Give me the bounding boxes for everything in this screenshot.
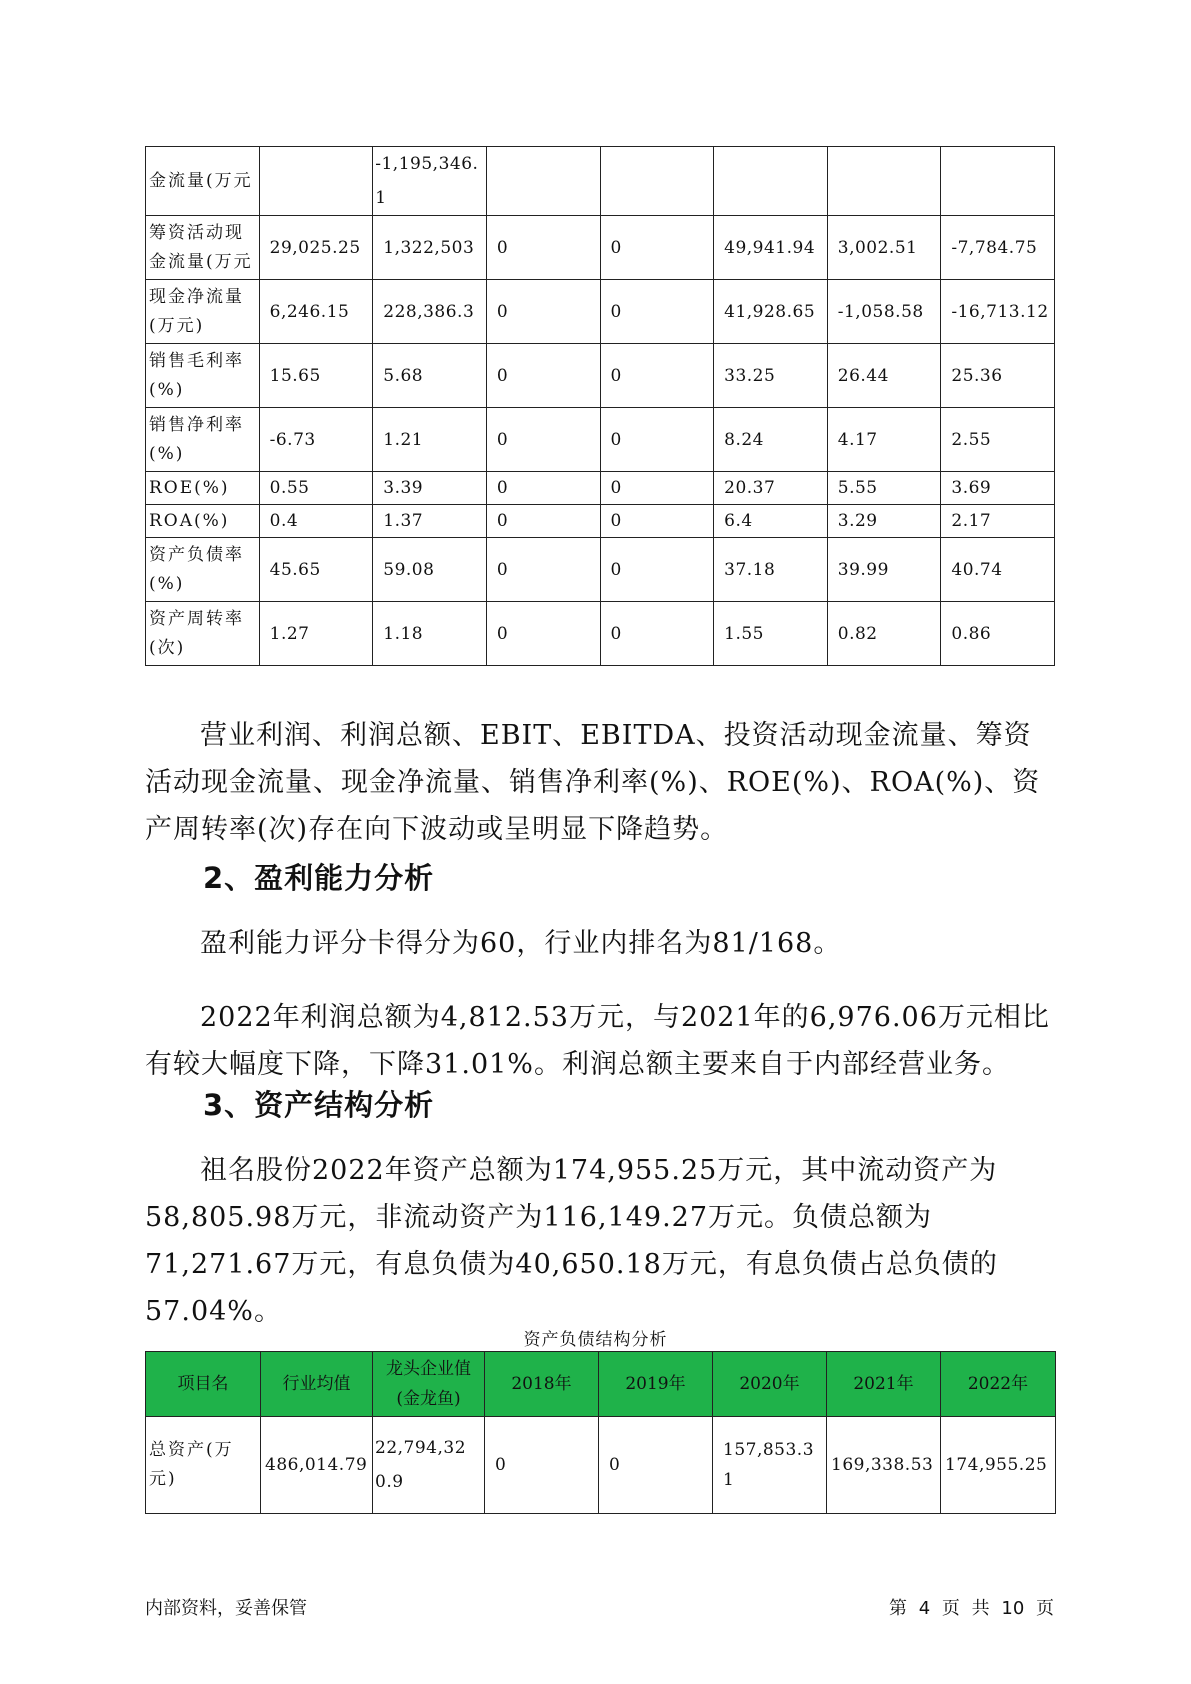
table-row bbox=[146, 1417, 1056, 1514]
row-label: 资产负债率(%) bbox=[146, 538, 260, 602]
profitability-heading: 2、盈利能力分析 bbox=[203, 861, 435, 895]
cell: 0 bbox=[600, 408, 714, 472]
cell: 8.24 bbox=[714, 408, 828, 472]
cell: 1.27 bbox=[259, 602, 373, 666]
trend-summary-paragraph: 营业利润、利润总额、EBIT、EBITDA、投资活动现金流量、筹资活动现金流量、现金净流量、销售净利率(%)、ROE(%)、ROA(%)、资产周转率(次)存在向下波动或呈明显下降趋势。 bbox=[145, 720, 1041, 845]
profitability-score-paragraph: 盈利能力评分卡得分为60，行业内排名为81/168。 bbox=[200, 928, 842, 959]
table-row bbox=[146, 505, 1055, 538]
cell: 3,002.51 bbox=[827, 216, 941, 280]
cell: 228,386.3 bbox=[373, 280, 487, 344]
cell: 4.17 bbox=[827, 408, 941, 472]
cell: 0 bbox=[599, 1417, 713, 1514]
row-label: 筹资活动现金流量(万元 bbox=[146, 216, 260, 280]
row-label: 资产周转率(次) bbox=[146, 602, 260, 666]
cell: 0 bbox=[486, 216, 600, 280]
table-row bbox=[146, 147, 1055, 216]
cell: 0 bbox=[600, 538, 714, 602]
table-row bbox=[146, 602, 1055, 666]
row-label: 销售毛利率(%) bbox=[146, 344, 260, 408]
cell: 1,322,503 bbox=[373, 216, 487, 280]
financial-indicators-table bbox=[145, 146, 1055, 666]
balance-structure-table bbox=[145, 1351, 1056, 1514]
cell: 0 bbox=[600, 602, 714, 666]
cell: -16,713.12 bbox=[941, 280, 1055, 344]
cell: 2.55 bbox=[941, 408, 1055, 472]
cell: 59.08 bbox=[373, 538, 487, 602]
table-row bbox=[146, 216, 1055, 280]
cell: 0.82 bbox=[827, 602, 941, 666]
cell: 5.55 bbox=[827, 472, 941, 505]
table-caption: 资产负债结构分析 bbox=[523, 1330, 668, 1350]
cell: 6,246.15 bbox=[259, 280, 373, 344]
cell: 25.36 bbox=[941, 344, 1055, 408]
cell: 37.18 bbox=[714, 538, 828, 602]
table-row bbox=[146, 344, 1055, 408]
cell: 22,794,320.9 bbox=[373, 1417, 485, 1514]
table-row bbox=[146, 472, 1055, 505]
cell: -6.73 bbox=[259, 408, 373, 472]
cell bbox=[600, 147, 714, 216]
asset-structure-heading: 3、资产结构分析 bbox=[203, 1088, 435, 1122]
cell: 26.44 bbox=[827, 344, 941, 408]
cell: 0 bbox=[600, 472, 714, 505]
column-header: 行业均值 bbox=[261, 1352, 373, 1417]
cell: 0 bbox=[486, 344, 600, 408]
cell: 29,025.25 bbox=[259, 216, 373, 280]
cell: 157,853.31 bbox=[713, 1417, 827, 1514]
cell: -1,195,346.1 bbox=[373, 147, 487, 216]
column-header: 龙头企业值(金龙鱼) bbox=[373, 1352, 485, 1417]
cell: 15.65 bbox=[259, 344, 373, 408]
cell: -7,784.75 bbox=[941, 216, 1055, 280]
cell: 0 bbox=[486, 602, 600, 666]
cell: 3.39 bbox=[373, 472, 487, 505]
footer-confidential-note: 内部资料，妥善保管 bbox=[145, 1598, 307, 1619]
row-label: 现金净流量(万元) bbox=[146, 280, 260, 344]
cell: 5.68 bbox=[373, 344, 487, 408]
cell: 0 bbox=[485, 1417, 599, 1514]
cell bbox=[827, 147, 941, 216]
cell: 1.37 bbox=[373, 505, 487, 538]
cell: 1.21 bbox=[373, 408, 487, 472]
cell: 0 bbox=[600, 280, 714, 344]
cell: 1.55 bbox=[714, 602, 828, 666]
page-number: 第 4 页 共 10 页 bbox=[889, 1598, 1054, 1619]
column-header: 2020年 bbox=[713, 1352, 827, 1417]
cell bbox=[941, 147, 1055, 216]
table-row bbox=[146, 408, 1055, 472]
column-header: 项目名 bbox=[146, 1352, 261, 1417]
cell: 486,014.79 bbox=[261, 1417, 373, 1514]
cell: 2.17 bbox=[941, 505, 1055, 538]
cell: 0 bbox=[486, 538, 600, 602]
table-header-row bbox=[146, 1352, 1056, 1417]
column-header: 2021年 bbox=[827, 1352, 941, 1417]
cell: 0 bbox=[486, 408, 600, 472]
cell: 39.99 bbox=[827, 538, 941, 602]
cell: 174,955.25 bbox=[941, 1417, 1056, 1514]
column-header: 2018年 bbox=[485, 1352, 599, 1417]
cell: 40.74 bbox=[941, 538, 1055, 602]
cell: 0.86 bbox=[941, 602, 1055, 666]
cell bbox=[486, 147, 600, 216]
cell: 0 bbox=[600, 216, 714, 280]
cell: 33.25 bbox=[714, 344, 828, 408]
cell: 169,338.53 bbox=[827, 1417, 941, 1514]
cell: 0 bbox=[600, 344, 714, 408]
cell: -1,058.58 bbox=[827, 280, 941, 344]
row-label: ROE(%) bbox=[146, 472, 260, 505]
row-label: 销售净利率(%) bbox=[146, 408, 260, 472]
table-row bbox=[146, 538, 1055, 602]
row-label: 总资产(万元) bbox=[146, 1417, 261, 1514]
cell: 1.18 bbox=[373, 602, 487, 666]
cell: 6.4 bbox=[714, 505, 828, 538]
column-header: 2019年 bbox=[599, 1352, 713, 1417]
cell: 3.29 bbox=[827, 505, 941, 538]
cell: 0.55 bbox=[259, 472, 373, 505]
cell: 0 bbox=[486, 472, 600, 505]
cell: 0.4 bbox=[259, 505, 373, 538]
row-label: 金流量(万元 bbox=[146, 147, 260, 216]
asset-structure-paragraph: 祖名股份2022年资产总额为174,955.25万元，其中流动资产为58,805.98万元，非流动资产为116,149.27万元。负债总额为71,271.67万元，有息负债为40,650.18万元，有息负债占总负债的57.04%。 bbox=[145, 1155, 998, 1327]
cell bbox=[714, 147, 828, 216]
table-row bbox=[146, 280, 1055, 344]
row-label: ROA(%) bbox=[146, 505, 260, 538]
cell: 49,941.94 bbox=[714, 216, 828, 280]
cell bbox=[259, 147, 373, 216]
cell: 0 bbox=[486, 505, 600, 538]
column-header: 2022年 bbox=[941, 1352, 1056, 1417]
cell: 3.69 bbox=[941, 472, 1055, 505]
profit-total-paragraph: 2022年利润总额为4,812.53万元，与2021年的6,976.06万元相比有较大幅度下降，下降31.01%。利润总额主要来自于内部经营业务。 bbox=[145, 1002, 1050, 1080]
cell: 0 bbox=[600, 505, 714, 538]
cell: 20.37 bbox=[714, 472, 828, 505]
cell: 45.65 bbox=[259, 538, 373, 602]
cell: 0 bbox=[486, 280, 600, 344]
cell: 41,928.65 bbox=[714, 280, 828, 344]
